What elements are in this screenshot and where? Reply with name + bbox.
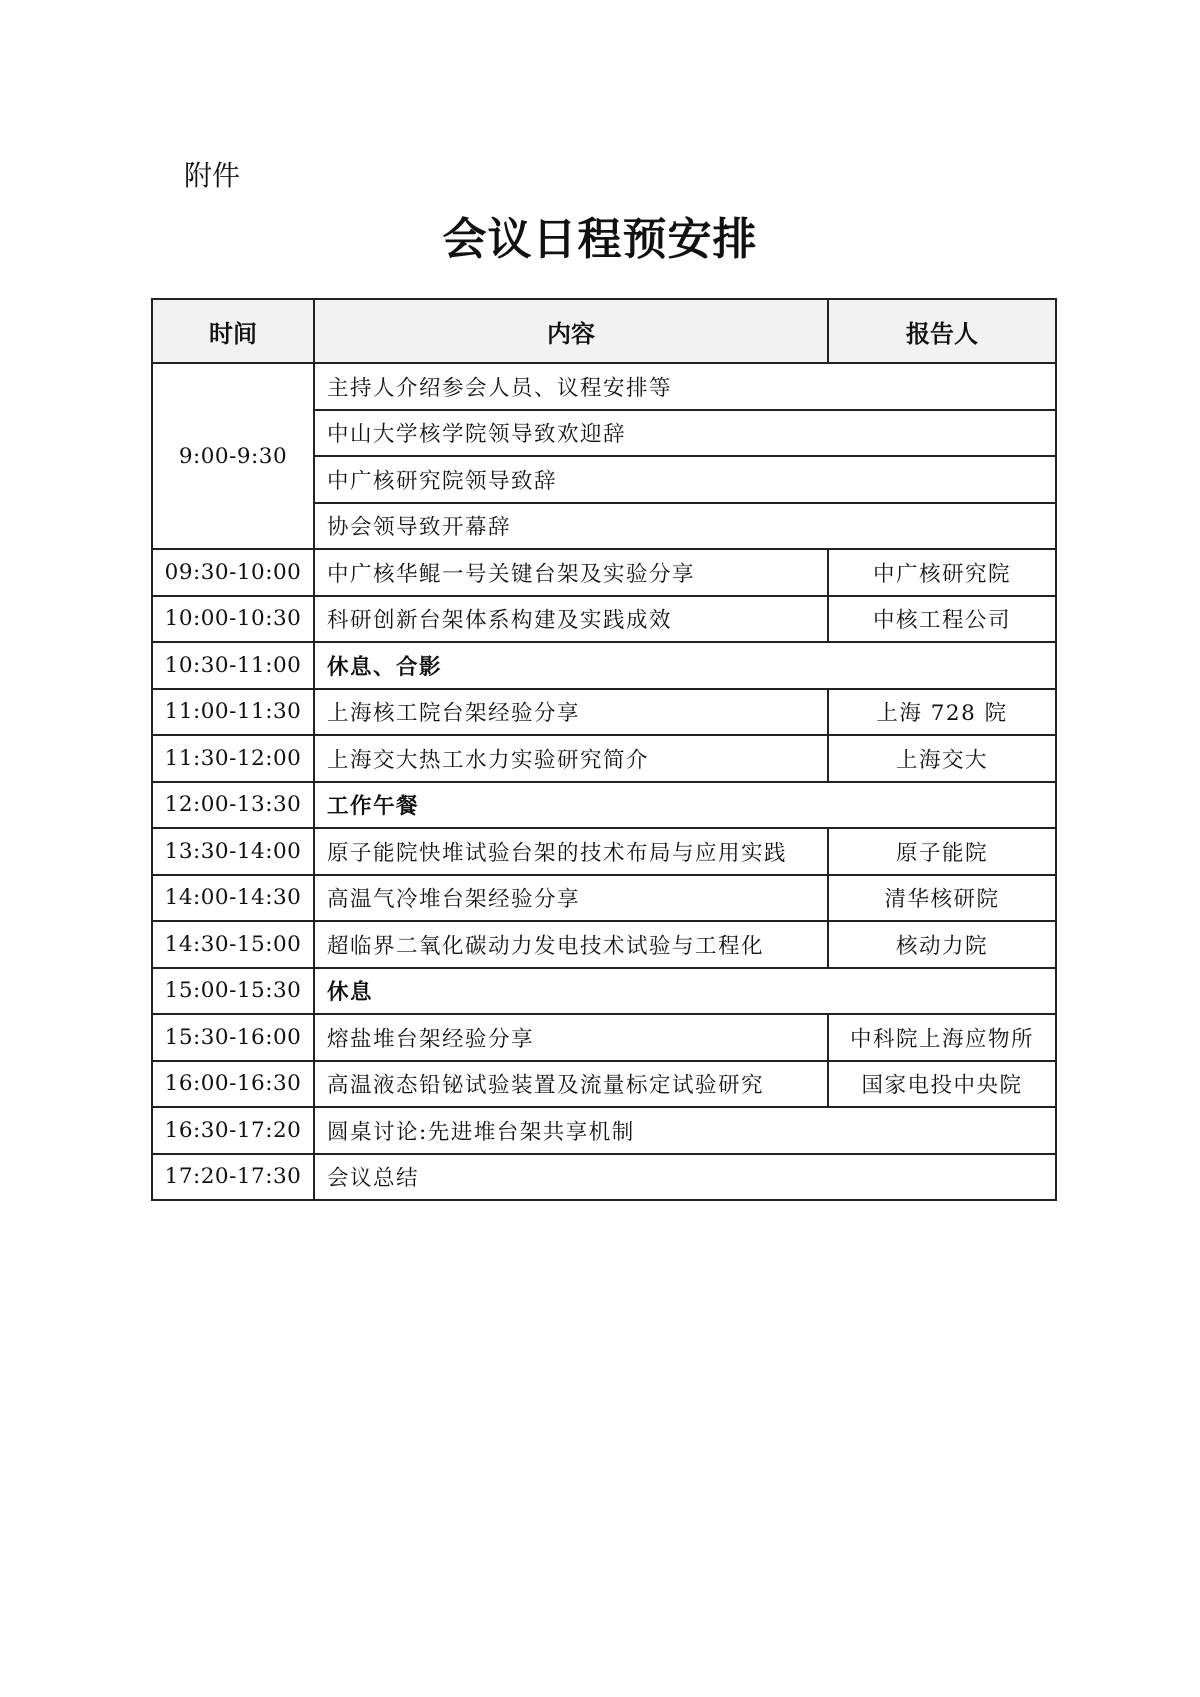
content-cell: 高温液态铅铋试验装置及流量标定试验研究 bbox=[314, 1061, 828, 1108]
content-cell: 圆桌讨论:先进堆台架共享机制 bbox=[314, 1107, 1056, 1154]
table-row bbox=[152, 1061, 1056, 1108]
document-title: 会议日程预安排 bbox=[442, 214, 758, 265]
time-cell: 17:20-17:30 bbox=[152, 1154, 314, 1201]
table-row bbox=[152, 735, 1056, 782]
table-row bbox=[152, 363, 1056, 410]
time-cell: 12:00-13:30 bbox=[152, 782, 314, 829]
time-cell: 11:00-11:30 bbox=[152, 689, 314, 736]
speaker-cell: 上海 728 院 bbox=[828, 689, 1056, 736]
time-cell: 09:30-10:00 bbox=[152, 549, 314, 596]
content-cell: 高温气冷堆台架经验分享 bbox=[314, 875, 828, 922]
speaker-cell: 原子能院 bbox=[828, 828, 1056, 875]
table-row bbox=[152, 875, 1056, 922]
content-cell: 超临界二氧化碳动力发电技术试验与工程化 bbox=[314, 921, 828, 968]
content-cell: 科研创新台架体系构建及实践成效 bbox=[314, 596, 828, 643]
table-row bbox=[152, 1014, 1056, 1061]
table-row bbox=[152, 549, 1056, 596]
schedule-table bbox=[151, 298, 1057, 1201]
content-cell: 原子能院快堆试验台架的技术布局与应用实践 bbox=[314, 828, 828, 875]
table-row bbox=[152, 689, 1056, 736]
header-time: 时间 bbox=[152, 299, 314, 363]
table-row bbox=[152, 596, 1056, 643]
speaker-cell: 中核工程公司 bbox=[828, 596, 1056, 643]
content-cell: 中广核研究院领导致辞 bbox=[314, 456, 1056, 503]
time-cell: 11:30-12:00 bbox=[152, 735, 314, 782]
content-cell: 会议总结 bbox=[314, 1154, 1056, 1201]
time-cell: 16:00-16:30 bbox=[152, 1061, 314, 1108]
content-cell: 上海核工院台架经验分享 bbox=[314, 689, 828, 736]
header-content: 内容 bbox=[314, 299, 828, 363]
time-cell: 10:00-10:30 bbox=[152, 596, 314, 643]
time-cell: 15:30-16:00 bbox=[152, 1014, 314, 1061]
speaker-cell: 中广核研究院 bbox=[828, 549, 1056, 596]
table-row bbox=[152, 1107, 1056, 1154]
table-row bbox=[152, 642, 1056, 689]
header-speaker: 报告人 bbox=[828, 299, 1056, 363]
speaker-cell: 中科院上海应物所 bbox=[828, 1014, 1056, 1061]
attachment-label: 附件 bbox=[184, 159, 241, 192]
content-cell: 上海交大热工水力实验研究简介 bbox=[314, 735, 828, 782]
table-row bbox=[152, 782, 1056, 829]
break-cell: 休息、合影 bbox=[314, 642, 1056, 689]
break-cell: 工作午餐 bbox=[314, 782, 1056, 829]
time-cell: 16:30-17:20 bbox=[152, 1107, 314, 1154]
content-cell: 主持人介绍参会人员、议程安排等 bbox=[314, 363, 1056, 410]
table-row bbox=[152, 1154, 1056, 1201]
speaker-cell: 国家电投中央院 bbox=[828, 1061, 1056, 1108]
speaker-cell: 清华核研院 bbox=[828, 875, 1056, 922]
content-cell: 协会领导致开幕辞 bbox=[314, 503, 1056, 550]
table-row bbox=[152, 921, 1056, 968]
time-cell: 14:30-15:00 bbox=[152, 921, 314, 968]
table-header-row bbox=[152, 299, 1056, 363]
table-row bbox=[152, 968, 1056, 1015]
content-cell: 中广核华鲲一号关键台架及实验分享 bbox=[314, 549, 828, 596]
table-row bbox=[152, 828, 1056, 875]
content-cell: 中山大学核学院领导致欢迎辞 bbox=[314, 410, 1056, 457]
content-cell: 熔盐堆台架经验分享 bbox=[314, 1014, 828, 1061]
speaker-cell: 核动力院 bbox=[828, 921, 1056, 968]
time-cell: 10:30-11:00 bbox=[152, 642, 314, 689]
speaker-cell: 上海交大 bbox=[828, 735, 1056, 782]
break-cell: 休息 bbox=[314, 968, 1056, 1015]
time-cell: 15:00-15:30 bbox=[152, 968, 314, 1015]
time-cell: 13:30-14:00 bbox=[152, 828, 314, 875]
time-cell: 14:00-14:30 bbox=[152, 875, 314, 922]
time-cell: 9:00-9:30 bbox=[152, 363, 314, 549]
